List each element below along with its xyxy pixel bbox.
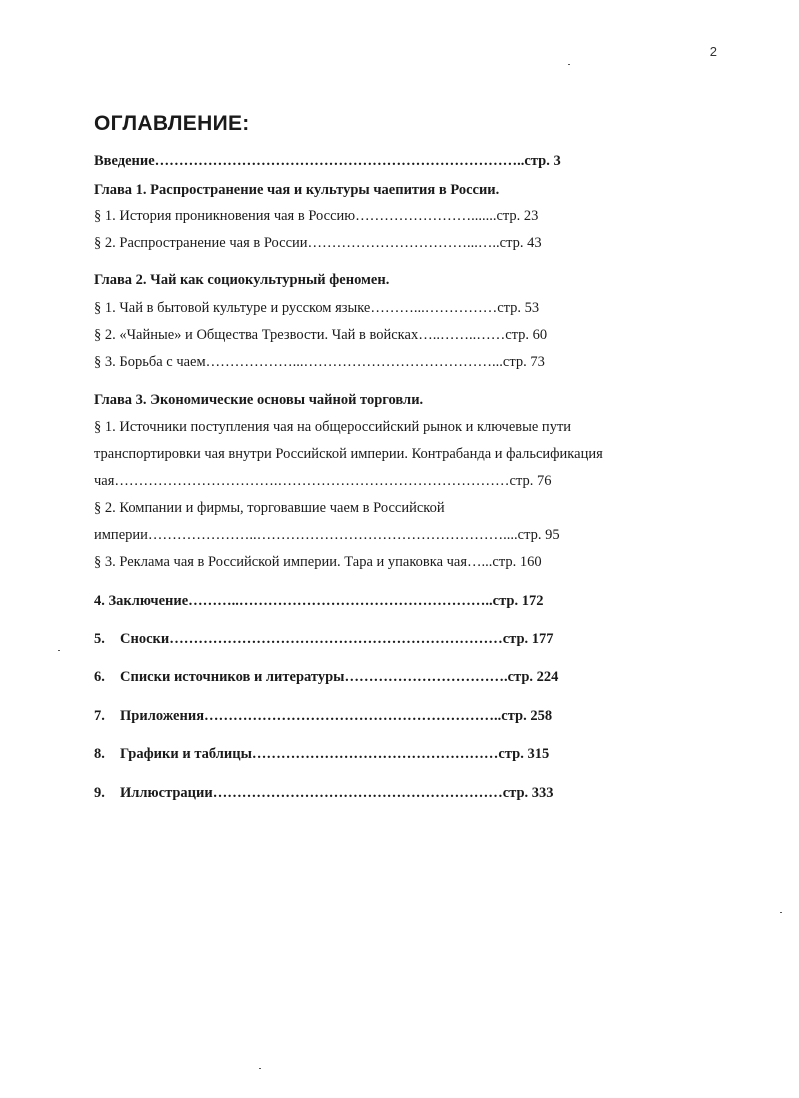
toc-item-9-label: Иллюстрации……………………………………………………стр. 333	[120, 785, 554, 801]
page-title: ОГЛАВЛЕНИЕ:	[94, 112, 250, 135]
scan-speck	[58, 650, 60, 651]
toc-chapter-2-title: Глава 2. Чай как социокультурный феномен.	[94, 272, 390, 288]
scan-speck	[780, 912, 782, 913]
toc-item-5-number: 5.	[94, 631, 105, 647]
toc-conclusion: 4. Заключение………..……………………………………………..стр. 172	[94, 593, 544, 609]
toc-item-9	[94, 784, 554, 802]
toc-chapter-3-title: Глава 3. Экономические основы чайной торговли.	[94, 392, 424, 408]
page-number: 2	[709, 44, 717, 59]
toc-item-7-label: Приложения……………………………………………………..стр. 258	[120, 708, 553, 724]
toc-chapter-3-section-2-line-2: империи…………………..……………………………………………....стр. 95	[94, 527, 560, 543]
toc-chapter-3-section-1-line-2: транспортировки чая внутри Российской империи. Контрабанда и фальсификация	[94, 446, 603, 462]
toc-chapter-3-section-3: § 3. Реклама чая в Российской империи. Тара и упаковка чая…...стр. 160	[94, 554, 542, 570]
toc-item-6-label: Списки источников и литературы…………………………….стр. 224	[120, 669, 559, 685]
toc-intro: Введение…………………………………………………………………..стр. 3	[94, 153, 561, 169]
toc-item-5-label: Сноски……………………………………………………………стр. 177	[120, 631, 554, 647]
toc-item-6-number: 6.	[94, 669, 105, 685]
toc-item-9-number: 9.	[94, 785, 105, 801]
toc-item-7-number: 7.	[94, 708, 105, 724]
toc-chapter-3-section-2-line-1: § 2. Компании и фирмы, торговавшие чаем в Российской	[94, 500, 445, 516]
toc-item-5	[94, 630, 554, 648]
toc-chapter-1-section-1: § 1. История проникновения чая в Россию…………………….......стр. 23	[94, 208, 539, 224]
toc-chapter-2-section-3: § 3. Борьба с чаем………………...…………………………………...стр. 73	[94, 354, 545, 370]
toc-item-8-label: Графики и таблицы……………………………………………стр. 315	[120, 746, 550, 762]
scan-speck	[259, 1068, 261, 1069]
toc-item-7	[94, 707, 552, 725]
toc-chapter-1-section-2: § 2. Распространение чая в России……………………………...…..стр. 43	[94, 235, 542, 251]
toc-chapter-1-title: Глава 1. Распространение чая и культуры чаепития в России.	[94, 182, 500, 198]
toc-chapter-2-section-2: § 2. «Чайные» и Общества Трезвости. Чай в войсках…..……..……стр. 60	[94, 327, 548, 343]
toc-chapter-2-section-1: § 1. Чай в бытовой культуре и русском языке………...……………стр. 53	[94, 300, 540, 316]
toc-item-8-number: 8.	[94, 746, 105, 762]
scan-speck	[568, 64, 570, 65]
toc-chapter-3-section-1-line-3: чая…………………………….…………………………………………стр. 76	[94, 473, 552, 489]
toc-item-6	[94, 668, 558, 686]
toc-item-8	[94, 745, 549, 763]
toc-chapter-3-section-1-line-1: § 1. Источники поступления чая на общероссийский рынок и ключевые пути	[94, 419, 572, 435]
